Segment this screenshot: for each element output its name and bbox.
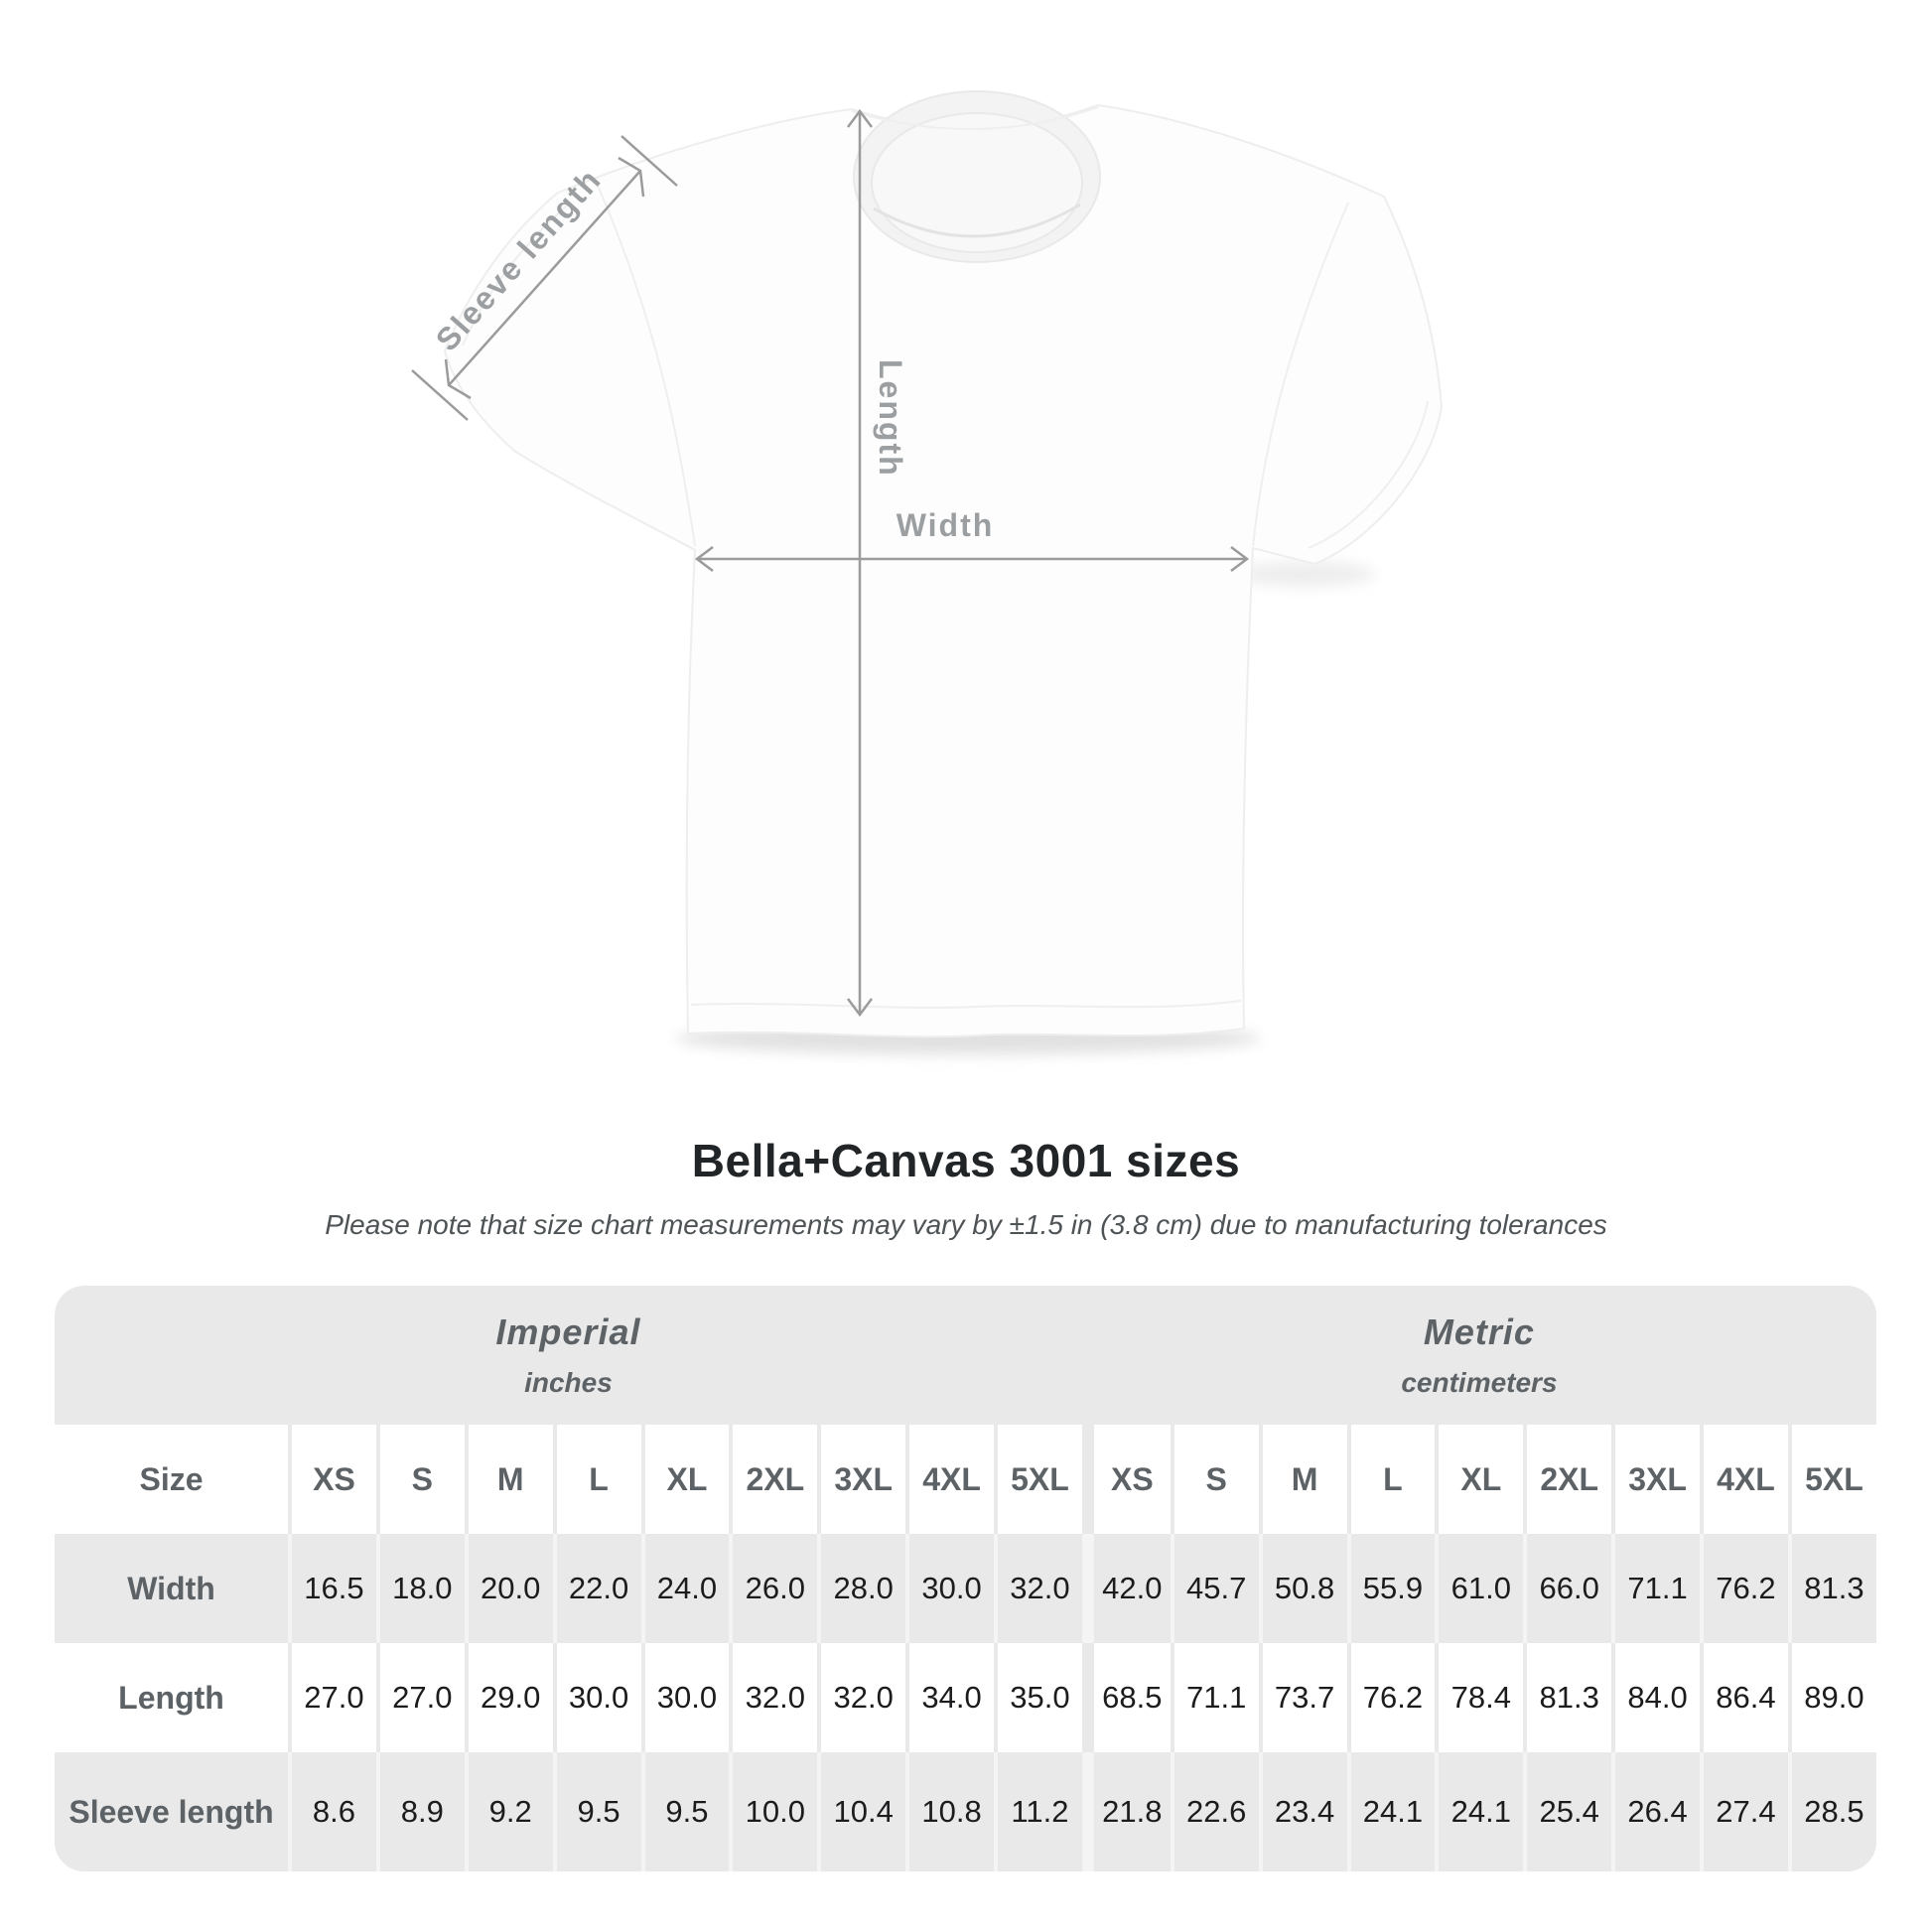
page-subtitle: Please note that size chart measurements may vary by ±1.5 in (3.8 cm) due to manufacturing tolerances — [325, 1209, 1607, 1240]
value-cell: 71.1 — [1171, 1643, 1259, 1752]
value-cell: 50.8 — [1259, 1534, 1347, 1643]
value-cell: 76.2 — [1347, 1643, 1436, 1752]
value-cell: 42.0 — [1082, 1534, 1171, 1643]
size-column-header: 5XL — [1788, 1425, 1876, 1534]
width-label: Width — [896, 507, 995, 543]
table-row — [55, 1643, 1876, 1752]
size-column-header: M — [1259, 1425, 1347, 1534]
size-column-header: 2XL — [1523, 1425, 1611, 1534]
value-cell: 29.0 — [465, 1643, 553, 1752]
size-column-header: S — [376, 1425, 465, 1534]
value-cell: 24.1 — [1347, 1752, 1436, 1871]
value-cell: 89.0 — [1788, 1643, 1876, 1752]
unit-header-row — [55, 1286, 1876, 1425]
size-column-header: 4XL — [905, 1425, 994, 1534]
value-cell: 26.4 — [1611, 1752, 1700, 1871]
value-cell: 61.0 — [1435, 1534, 1523, 1643]
value-cell: 24.0 — [641, 1534, 730, 1643]
imperial-sublabel: inches — [524, 1367, 613, 1398]
size-column-header: XS — [288, 1425, 376, 1534]
size-table-card — [55, 1286, 1876, 1871]
size-column-header: L — [1347, 1425, 1436, 1534]
size-header-row — [55, 1425, 1876, 1534]
value-cell: 11.2 — [994, 1752, 1082, 1871]
size-column-header: L — [553, 1425, 641, 1534]
value-cell: 10.0 — [729, 1752, 817, 1871]
value-cell: 86.4 — [1700, 1643, 1788, 1752]
value-cell: 30.0 — [553, 1643, 641, 1752]
row-label: Length — [55, 1643, 288, 1752]
value-cell: 22.0 — [553, 1534, 641, 1643]
metric-sublabel: centimeters — [1401, 1367, 1558, 1398]
table-row — [55, 1752, 1876, 1871]
size-column-header: XL — [641, 1425, 730, 1534]
value-cell: 78.4 — [1435, 1643, 1523, 1752]
value-cell: 45.7 — [1171, 1534, 1259, 1643]
imperial-unit-header — [55, 1286, 1082, 1425]
value-cell: 10.4 — [817, 1752, 905, 1871]
value-cell: 71.1 — [1611, 1534, 1700, 1643]
size-column-header: 5XL — [994, 1425, 1082, 1534]
row-label: Width — [55, 1534, 288, 1643]
size-column-header: XS — [1082, 1425, 1171, 1534]
size-column-header: M — [465, 1425, 553, 1534]
sleeve-length-label: Sleeve length — [428, 161, 609, 358]
imperial-label: Imperial — [495, 1311, 641, 1352]
value-cell: 10.8 — [905, 1752, 994, 1871]
metric-unit-header — [1082, 1286, 1876, 1425]
value-cell: 84.0 — [1611, 1643, 1700, 1752]
value-cell: 18.0 — [376, 1534, 465, 1643]
table-row — [55, 1534, 1876, 1643]
value-cell: 8.9 — [376, 1752, 465, 1871]
value-cell: 27.4 — [1700, 1752, 1788, 1871]
value-cell: 81.3 — [1523, 1643, 1611, 1752]
value-cell: 28.5 — [1788, 1752, 1876, 1871]
value-cell: 30.0 — [905, 1534, 994, 1643]
value-cell: 34.0 — [905, 1643, 994, 1752]
value-cell: 25.4 — [1523, 1752, 1611, 1871]
value-cell: 20.0 — [465, 1534, 553, 1643]
value-cell: 76.2 — [1700, 1534, 1788, 1643]
value-cell: 9.5 — [553, 1752, 641, 1871]
value-cell: 26.0 — [729, 1534, 817, 1643]
value-cell: 22.6 — [1171, 1752, 1259, 1871]
size-chart-table — [55, 1286, 1876, 1871]
value-cell: 21.8 — [1082, 1752, 1171, 1871]
value-cell: 9.2 — [465, 1752, 553, 1871]
value-cell: 81.3 — [1788, 1534, 1876, 1643]
value-cell: 9.5 — [641, 1752, 730, 1871]
size-column-header: 2XL — [729, 1425, 817, 1534]
value-cell: 23.4 — [1259, 1752, 1347, 1871]
value-cell: 27.0 — [288, 1643, 376, 1752]
value-cell: 35.0 — [994, 1643, 1082, 1752]
value-cell: 55.9 — [1347, 1534, 1436, 1643]
value-cell: 73.7 — [1259, 1643, 1347, 1752]
size-column-header: 4XL — [1700, 1425, 1788, 1534]
value-cell: 30.0 — [641, 1643, 730, 1752]
value-cell: 66.0 — [1523, 1534, 1611, 1643]
page-title: Bella+Canvas 3001 sizes — [691, 1135, 1241, 1186]
sleeve-shadow — [1236, 561, 1375, 587]
value-cell: 24.1 — [1435, 1752, 1523, 1871]
size-column-header: 3XL — [817, 1425, 905, 1534]
value-cell: 68.5 — [1082, 1643, 1171, 1752]
value-cell: 27.0 — [376, 1643, 465, 1752]
metric-label: Metric — [1423, 1311, 1535, 1352]
size-column-header: 3XL — [1611, 1425, 1700, 1534]
value-cell: 28.0 — [817, 1534, 905, 1643]
size-column-header: S — [1171, 1425, 1259, 1534]
collar-opening — [872, 113, 1082, 252]
row-label: Sleeve length — [55, 1752, 288, 1871]
length-label: Length — [873, 359, 908, 478]
value-cell: 32.0 — [994, 1534, 1082, 1643]
size-column-header: XL — [1435, 1425, 1523, 1534]
size-header-label: Size — [55, 1425, 288, 1534]
value-cell: 32.0 — [729, 1643, 817, 1752]
value-cell: 8.6 — [288, 1752, 376, 1871]
value-cell: 16.5 — [288, 1534, 376, 1643]
value-cell: 32.0 — [817, 1643, 905, 1752]
